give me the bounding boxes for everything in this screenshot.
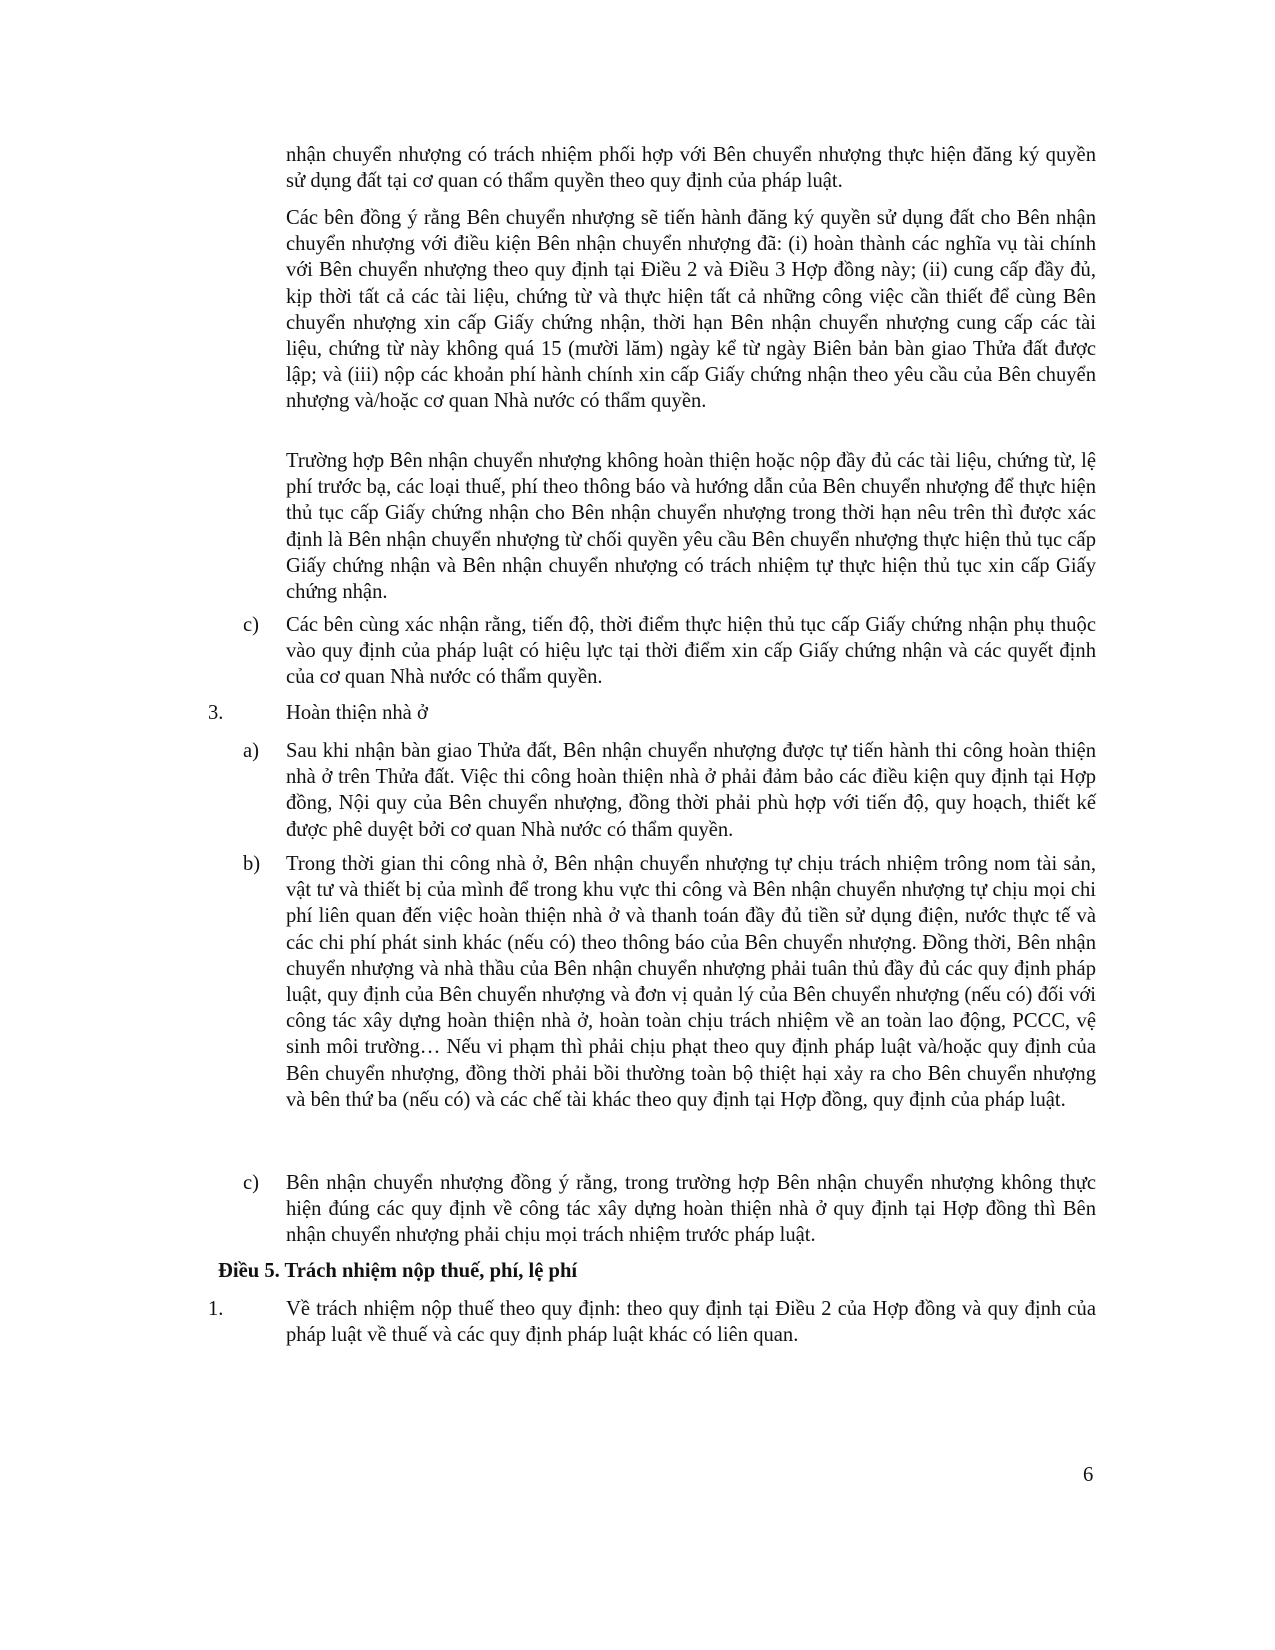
list-item-text: Trong thời gian thi công nhà ở, Bên nhận chuyển nhượng tự chịu trách nhiệm trông nom tài sản, vật tư và thiết bị của mình để trong khu vực thi công và Bên nhận chuyển nhượng tự chịu mọi chi phí liên quan đến việc hoàn thiện nhà ở và thanh toán đầy đủ tiền sử dụng điện, nước thực tế và các chi phí phát sinh khác (nếu có) theo thông báo của Bên chuyển nhượng. Đồng thời, Bên nhận chuyển nhượng và nhà thầu của Bên nhận chuyển nhượng phải tuân thủ đầy đủ các quy định pháp luật, quy định của Bên chuyển nhượng và đơn vị quản lý của Bên chuyển nhượng (nếu có) đối với công tác xây dựng hoàn thiện nhà ở, hoàn toàn chịu trách nhiệm về an toàn lao động, PCCC, vệ sinh môi trường… Nếu vi phạm thì phải chịu phạt theo quy định pháp luật và/hoặc quy định của Bên chuyển nhượng, đồng thời phải bồi thường toàn bộ thiệt hại xảy ra cho Bên chuyển nhượng và bên thứ ba (nếu có) và các chế tài khác theo quy định tại Hợp đồng, quy định của pháp luật. (286, 853, 1096, 1111)
list-item-text: Về trách nhiệm nộp thuế theo quy định: theo quy định tại Điều 2 của Hợp đồng và quy định của pháp luật về thuế và các quy định pháp luật khác có liên quan. (286, 1298, 1096, 1347)
failure-to-submit-paragraph: Trường hợp Bên nhận chuyển nhượng không hoàn thiện hoặc nộp đầy đủ các tài liệu, chứng từ, lệ phí trước bạ, các loại thuế, phí theo thông báo và hướng dẫn của Bên chuyển nhượng để thực hiện thủ tục cấp Giấy chứng nhận cho Bên nhận chuyển nhượng trong thời hạn nêu trên thì được xác định là Bên nhận chuyển nhượng từ chối quyền yêu cầu Bên chuyển nhượng thực hiện thủ tục cấp Giấy chứng nhận và Bên nhận chuyển nhượng có trách nhiệm tự thực hiện thủ tục xin cấp Giấy chứng nhận. (286, 450, 1096, 604)
list-marker: b) (243, 853, 261, 875)
list-item-text: Sau khi nhận bàn giao Thửa đất, Bên nhận chuyển nhượng được tự tiến hành thi công hoàn thiện nhà ở trên Thửa đất. Việc thi công hoàn thiện nhà ở phải đảm bảo các điều kiện quy định tại Hợp đồng, Nội quy của Bên chuyển nhượng, đồng thời phải phù hợp với tiến độ, quy hoạch, thiết kế được phê duyệt bởi cơ quan Nhà nước có thẩm quyền. (286, 740, 1096, 841)
article-5-heading: Điều 5. Trách nhiệm nộp thuế, phí, lệ phí (218, 1260, 578, 1282)
list-marker: 1. (208, 1298, 224, 1320)
list-marker: c) (243, 614, 259, 636)
section-title: Hoàn thiện nhà ở (286, 702, 428, 724)
list-marker: c) (243, 1172, 259, 1194)
continuation-paragraph: nhận chuyển nhượng có trách nhiệm phối hợp với Bên chuyển nhượng thực hiện đăng ký quyền sử dụng đất tại cơ quan có thẩm quyền theo quy định của pháp luật. (286, 144, 1096, 193)
list-item-text: Bên nhận chuyển nhượng đồng ý rằng, trong trường hợp Bên nhận chuyển nhượng không thực hiện đúng các quy định về công tác xây dựng hoàn thiện nhà ở quy định tại Hợp đồng thì Bên nhận chuyển nhượng phải chịu mọi trách nhiệm trước pháp luật. (286, 1172, 1096, 1247)
list-item-text: Các bên cùng xác nhận rằng, tiến độ, thời điểm thực hiện thủ tục cấp Giấy chứng nhận phụ thuộc vào quy định của pháp luật có hiệu lực tại thời điểm xin cấp Giấy chứng nhận và các quyết định của cơ quan Nhà nước có thẩm quyền. (286, 614, 1096, 689)
page-number: 6 (1083, 1464, 1094, 1486)
section-number: 3. (208, 702, 224, 724)
registration-conditions-paragraph: Các bên đồng ý rằng Bên chuyển nhượng sẽ tiến hành đăng ký quyền sử dụng đất cho Bên nhận chuyển nhượng với điều kiện Bên nhận chuyển nhượng đã: (i) hoàn thành các nghĩa vụ tài chính với Bên chuyển nhượng theo quy định tại Điều 2 và Điều 3 Hợp đồng này; (ii) cung cấp đầy đủ, kịp thời tất cả các tài liệu, chứng từ và thực hiện tất cả những công việc cần thiết để cùng Bên chuyển nhượng xin cấp Giấy chứng nhận, thời hạn Bên nhận chuyển nhượng cung cấp các tài liệu, chứng từ này không quá 15 (mười lăm) ngày kể từ ngày Biên bản bàn giao Thửa đất được lập; và (iii) nộp các khoản phí hành chính xin cấp Giấy chứng nhận theo yêu cầu của Bên chuyển nhượng và/hoặc cơ quan Nhà nước có thẩm quyền. (286, 207, 1096, 413)
list-marker: a) (243, 740, 259, 762)
